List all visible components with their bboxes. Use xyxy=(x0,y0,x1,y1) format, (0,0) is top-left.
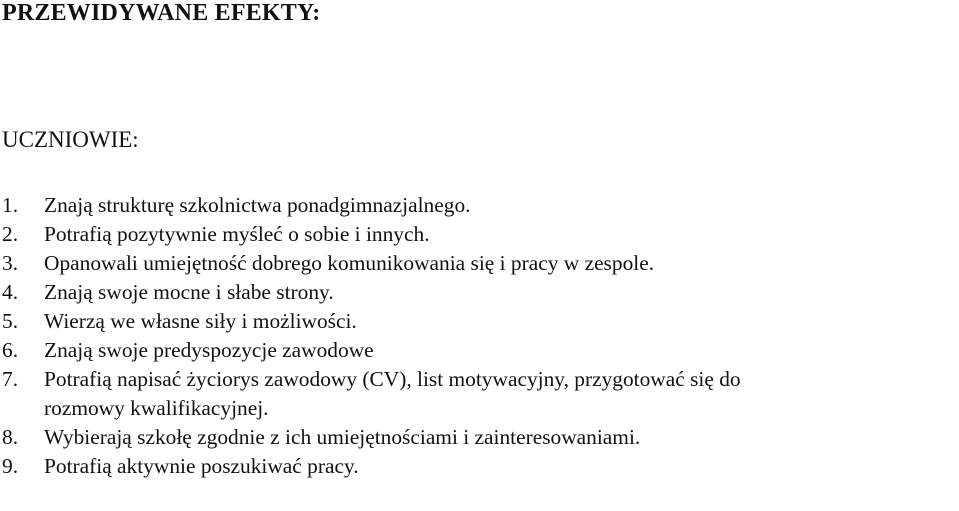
list-item xyxy=(0,220,959,249)
item-number: 5. xyxy=(2,309,19,333)
item-number: 1. xyxy=(2,193,19,217)
item-text: Opanowali umiejętność dobrego komunikowania się i pracy w zespole. xyxy=(44,251,655,275)
item-number: 4. xyxy=(2,280,19,304)
item-text: Potrafią aktywnie poszukiwać pracy. xyxy=(44,454,359,478)
item-number: 9. xyxy=(2,454,19,478)
item-number: 6. xyxy=(2,338,19,362)
item-text: Wierzą we własne siły i możliwości. xyxy=(44,309,357,333)
item-text: Znają swoje mocne i słabe strony. xyxy=(44,280,334,304)
document-heading: PRZEWIDYWANE EFEKTY: xyxy=(2,0,321,26)
list-item xyxy=(0,365,959,423)
section-subheading: UCZNIOWIE: xyxy=(2,127,139,152)
list-item xyxy=(0,249,959,278)
item-text: Znają strukturę szkolnictwa ponadgimnazjalnego. xyxy=(44,193,471,217)
item-text: Potrafią napisać życiorys zawodowy (CV), list motywacyjny, przygotować się do xyxy=(44,367,741,391)
item-text: Znają swoje predyspozycje zawodowe xyxy=(44,338,374,362)
list-item xyxy=(0,423,959,452)
item-number: 2. xyxy=(2,222,19,246)
item-text: Potrafią pozytywnie myśleć o sobie i innych. xyxy=(44,222,430,246)
item-number: 8. xyxy=(2,425,19,449)
list-item xyxy=(0,452,959,481)
item-text-continuation: rozmowy kwalifikacyjnej. xyxy=(44,396,269,420)
list-item xyxy=(0,336,959,365)
item-number: 7. xyxy=(2,367,19,391)
item-text: Wybierają szkołę zgodnie z ich umiejętnościami i zainteresowaniami. xyxy=(44,425,641,449)
list-item xyxy=(0,191,959,220)
list-item xyxy=(0,278,959,307)
item-number: 3. xyxy=(2,251,19,275)
list-item xyxy=(0,307,959,336)
outcomes-list xyxy=(0,191,959,481)
